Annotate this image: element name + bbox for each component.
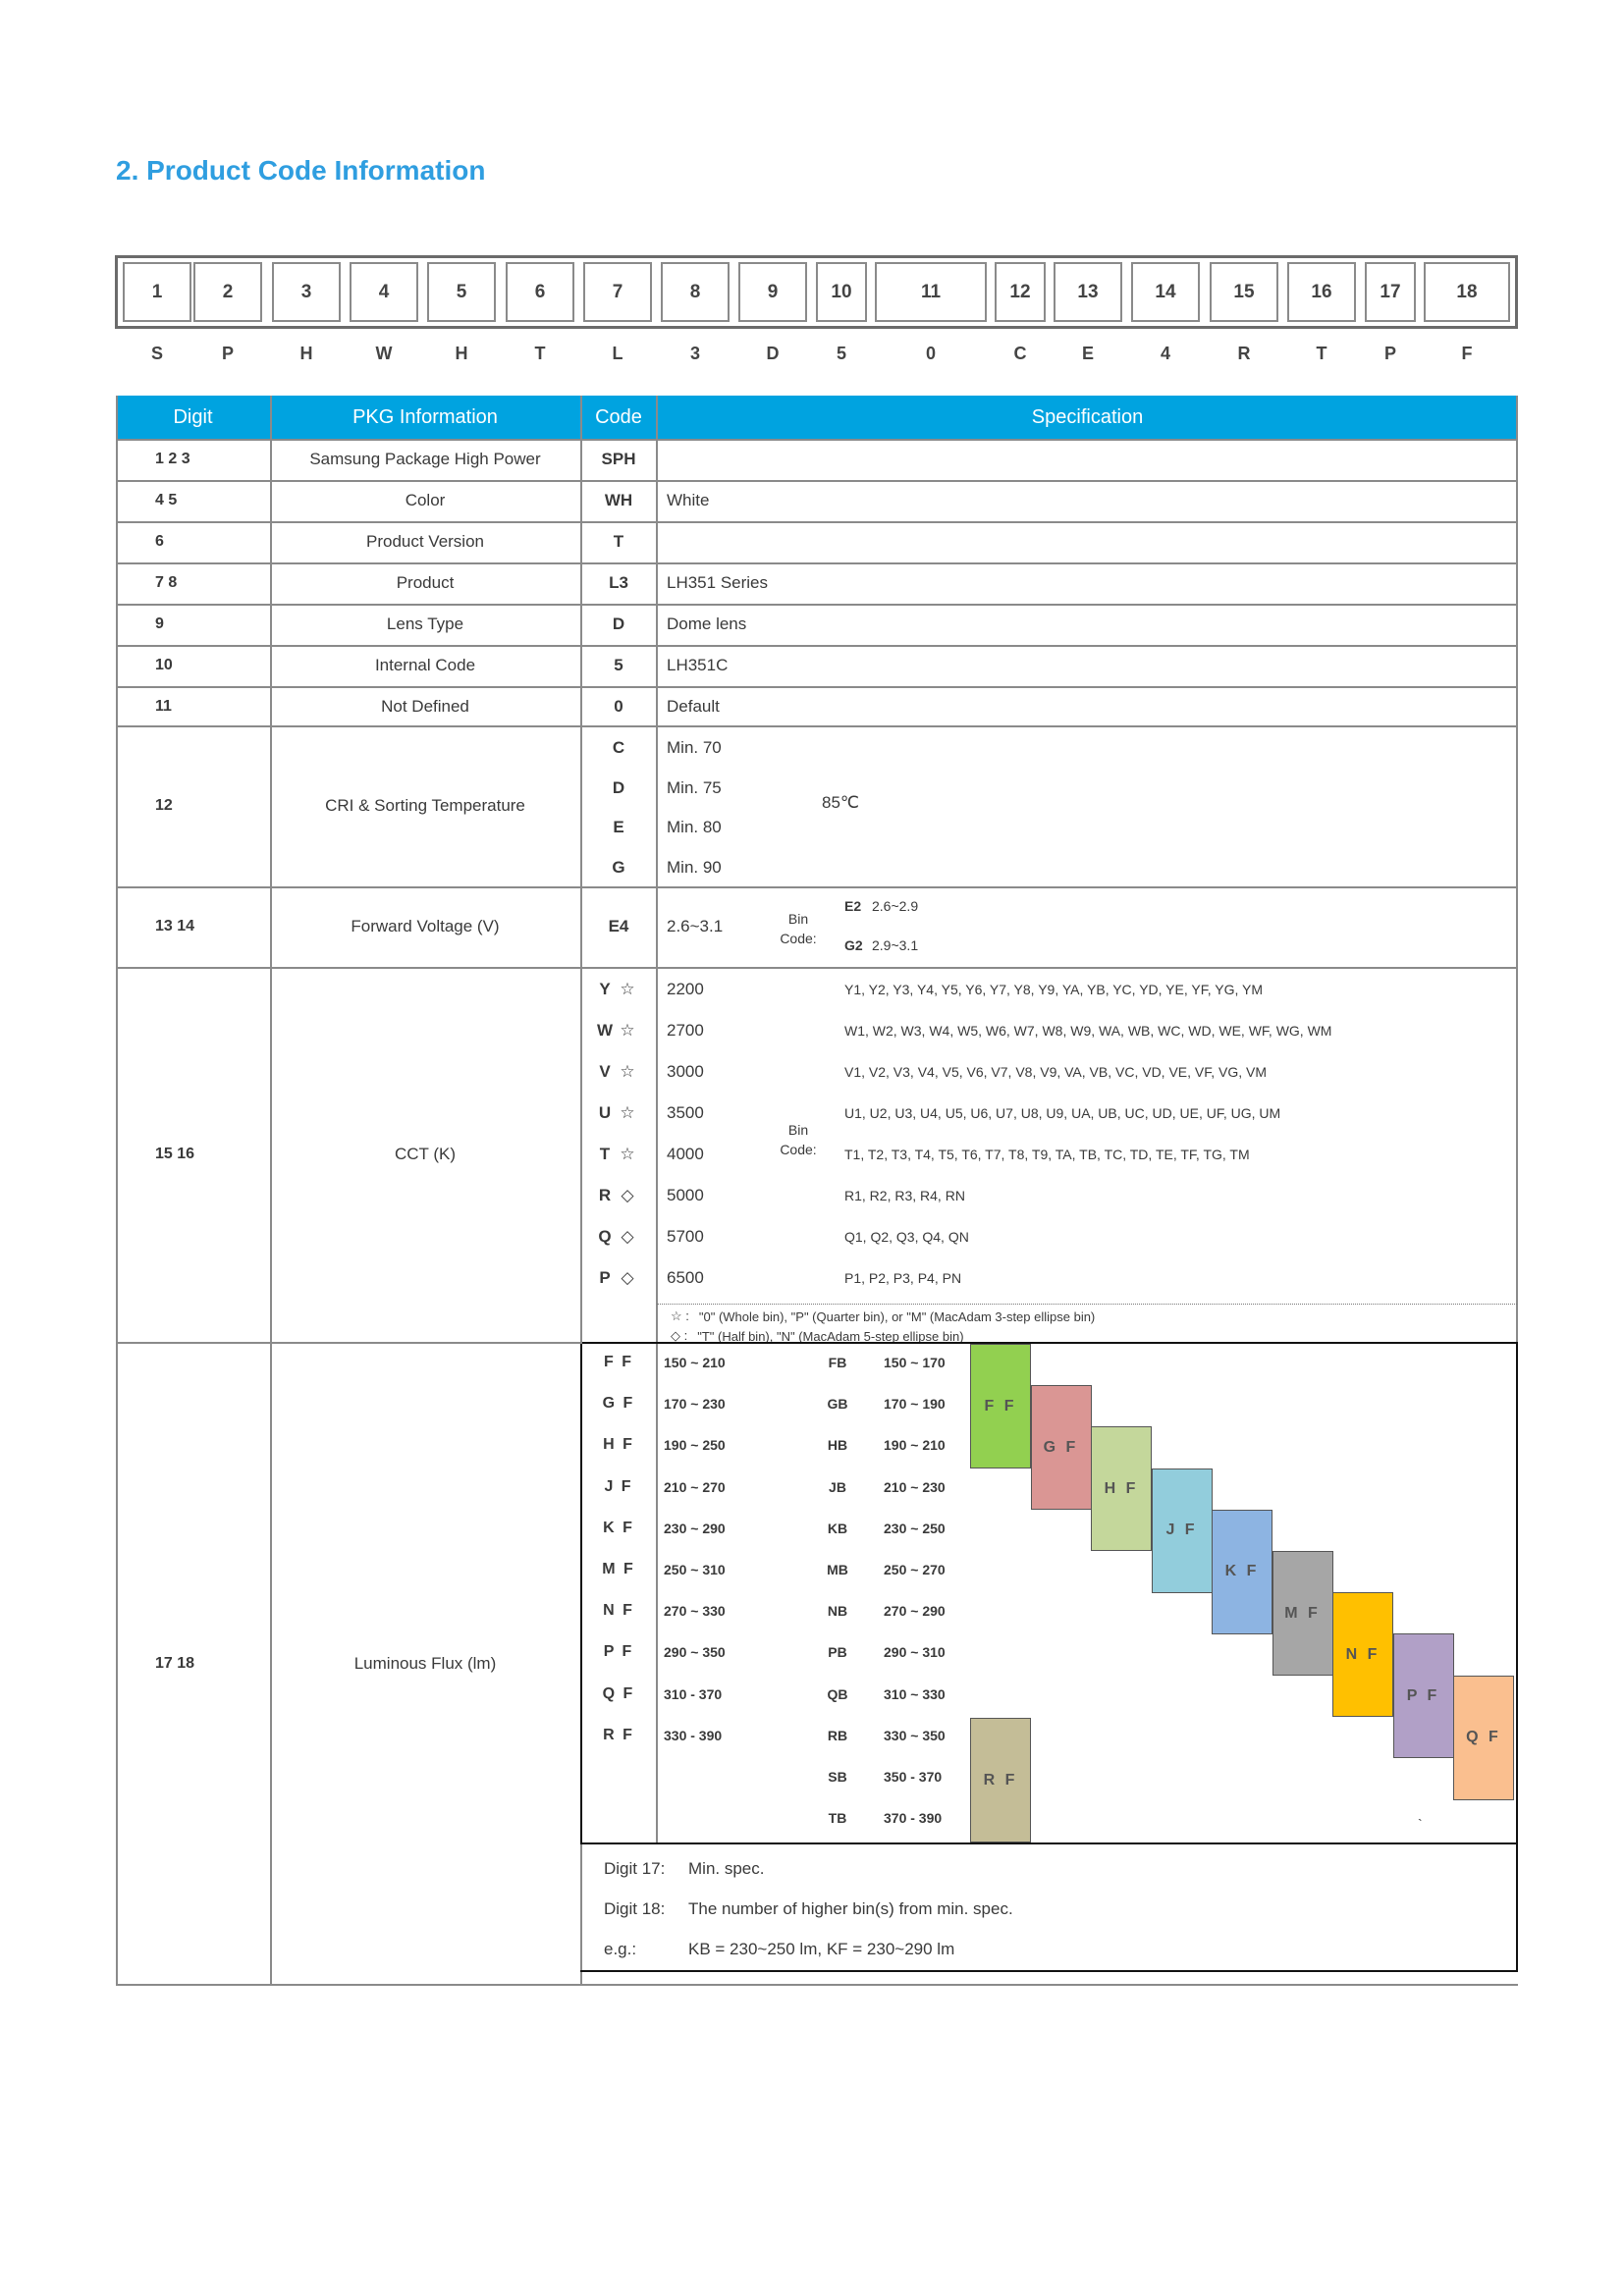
code-letter: H [455, 344, 468, 363]
header-digit: Digit [173, 405, 213, 428]
flux-bin-code: JB [829, 1478, 846, 1495]
digit-box: 11 [875, 262, 987, 322]
row-digit: 10 [155, 657, 173, 673]
flux-bin-code: HB [827, 1437, 848, 1454]
flux-bin-code: SB [828, 1769, 847, 1785]
cct-bin-label: Bin [787, 1122, 809, 1138]
code-letter: F [1461, 344, 1473, 363]
row-spec: Dome lens [667, 614, 747, 633]
flux-code: M F [602, 1561, 635, 1577]
star-icon: ☆ [620, 1145, 635, 1163]
flux-code: K F [603, 1519, 634, 1536]
cct-bin-list: U1, U2, U3, U4, U5, U6, U7, U8, U9, UA, UB, UC, UD, UE, UF, UG, UM [844, 1105, 1281, 1121]
digit-box: 15 [1210, 262, 1278, 322]
cri-code: C [612, 738, 625, 757]
digit-box: 9 [738, 262, 807, 322]
flux-bin-block: J F [1152, 1468, 1213, 1593]
cct-bin-label-2: Code: [780, 1142, 817, 1157]
row-code: L3 [609, 573, 628, 592]
cct-code: P [599, 1268, 611, 1287]
flux-code-range: 150 ~ 210 [664, 1355, 726, 1370]
flux-bin-code: NB [827, 1603, 848, 1620]
row-digit: 6 [155, 533, 164, 550]
row-spec: LH351C [667, 656, 729, 674]
cri-spec: Min. 75 [667, 777, 722, 797]
flux-note-label: Digit 17: [604, 1859, 666, 1878]
code-letter: T [534, 344, 546, 363]
row-code: SPH [601, 450, 636, 468]
row-pkg: Color [405, 491, 446, 509]
flux-bin-range: 310 ~ 330 [884, 1685, 946, 1702]
flux-bin-range: 150 ~ 170 [884, 1355, 946, 1370]
code-letter: 3 [689, 344, 700, 363]
digit-box: 18 [1424, 262, 1510, 322]
cct-value: 6500 [667, 1268, 704, 1287]
cct-value: 4000 [667, 1145, 704, 1163]
cct-digit: 15 16 [155, 1146, 195, 1162]
flux-bin-range: 190 ~ 210 [884, 1437, 946, 1454]
cct-value: 5700 [667, 1227, 704, 1246]
flux-code: R F [603, 1726, 634, 1743]
flux-bin-block: G F [1031, 1385, 1092, 1510]
cct-pkg: CCT (K) [394, 1145, 456, 1163]
product-code-table [116, 396, 1518, 1986]
flux-bin-code: PB [828, 1644, 847, 1661]
header-code: Code [595, 405, 642, 428]
cct-note-1 [671, 1308, 1095, 1325]
row-pkg: Samsung Package High Power [309, 450, 541, 468]
digit-box: 10 [816, 262, 867, 322]
cct-code: V [599, 1062, 611, 1081]
star-icon: ☆ [620, 1021, 635, 1040]
cct-code: W [596, 1021, 614, 1040]
code-letter: L [612, 344, 623, 363]
flux-code-range: 210 ~ 270 [664, 1478, 726, 1495]
flux-code-range: 250 ~ 310 [664, 1562, 726, 1577]
code-letter: P [1383, 344, 1396, 363]
flux-bin-code: TB [828, 1810, 847, 1827]
cri-code: G [612, 857, 625, 877]
star-icon: ☆ [620, 1103, 635, 1122]
page-title: 2. Product Code Information [116, 155, 486, 186]
cct-bin-list: Y1, Y2, Y3, Y4, Y5, Y6, Y7, Y8, Y9, YA, YB, YC, YD, YE, YF, YG, YM [844, 982, 1263, 997]
flux-code: J F [604, 1477, 633, 1495]
code-letter: C [1013, 344, 1027, 363]
digit-box: 12 [995, 262, 1046, 322]
flux-note-text: Min. spec. [688, 1859, 765, 1878]
cct-note-divider [657, 1304, 1517, 1305]
vf-bin-label: Bin [787, 911, 809, 927]
flux-bin-range: 330 ~ 350 [884, 1727, 946, 1743]
vf-bin-code: G2 [844, 937, 863, 953]
flux-code-range: 310 - 370 [664, 1685, 723, 1702]
flux-note-label: e.g.: [604, 1940, 637, 1958]
flux-code: F F [604, 1354, 633, 1370]
cri-code: D [612, 777, 625, 797]
row-code: D [612, 614, 625, 633]
row-digit: 9 [155, 615, 164, 632]
digit-box: 3 [272, 262, 341, 322]
header-spec: Specification [1031, 405, 1144, 428]
cri-spec: Min. 90 [667, 857, 722, 877]
code-letter: E [1081, 344, 1094, 363]
digit-box: 14 [1131, 262, 1200, 322]
flux-bin-range: 370 - 390 [884, 1810, 943, 1827]
cct-code: T [599, 1145, 611, 1163]
row-spec: LH351 Series [667, 573, 769, 592]
cct-code: U [598, 1103, 612, 1122]
flux-code: H F [603, 1436, 634, 1454]
row-pkg: Not Defined [381, 697, 469, 716]
digit-box: 6 [506, 262, 574, 322]
cct-bin-list: V1, V2, V3, V4, V5, V6, V7, V8, V9, VA, VB, VC, VD, VE, VF, VG, VM [844, 1064, 1268, 1080]
flux-note-text: KB = 230~250 lm, KF = 230~290 lm [688, 1940, 955, 1958]
flux-code-range: 290 ~ 350 [664, 1644, 726, 1661]
flux-bin-range: 290 ~ 310 [884, 1644, 946, 1661]
row-pkg: Product Version [365, 532, 484, 551]
flux-bin-code: GB [827, 1396, 848, 1413]
vf-bin-range: 2.6~2.9 [872, 898, 919, 914]
flux-code: Q F [602, 1684, 635, 1702]
row-digit: 1 2 3 [155, 451, 190, 467]
row-digit: 7 8 [155, 574, 178, 591]
row-code: WH [604, 491, 633, 509]
flux-bin-range: 210 ~ 230 [884, 1478, 946, 1495]
vf-bin-label-2: Code: [780, 931, 817, 946]
stray-mark: ` [1418, 1816, 1423, 1832]
digit-box: 1 [123, 262, 191, 322]
cri-code: E [613, 818, 624, 836]
flux-bin-code: KB [827, 1520, 848, 1536]
code-letter: T [1316, 344, 1327, 363]
table-border-bottom [116, 1984, 582, 1986]
digit-box: 8 [661, 262, 730, 322]
row-spec: Default [667, 697, 720, 716]
digit-box: 17 [1365, 262, 1416, 322]
flux-bin-block: M F [1272, 1551, 1333, 1676]
cri-sorting-temp: 85℃ [822, 793, 860, 812]
digit-box: 4 [350, 262, 418, 322]
cct-note-2-text: "T" (Half bin), "N" (MacAdam 5-step ellipse bin) [697, 1328, 964, 1344]
cct-bin-list: T1, T2, T3, T4, T5, T6, T7, T8, T9, TA, TB, TC, TD, TE, TF, TG, TM [844, 1147, 1250, 1162]
diamond-icon: ◇ : [671, 1328, 688, 1343]
flux-bin-block: K F [1212, 1510, 1272, 1634]
row-code: T [613, 532, 624, 551]
flux-bin-block: N F [1332, 1592, 1393, 1717]
cct-bin-list: W1, W2, W3, W4, W5, W6, W7, W8, W9, WA, WB, WC, WD, WE, WF, WG, WM [844, 1023, 1332, 1039]
flux-bin-range: 250 ~ 270 [884, 1562, 946, 1577]
cct-value: 3500 [667, 1103, 704, 1122]
cri-spec: Min. 70 [667, 738, 722, 757]
code-letter: D [766, 344, 780, 363]
flux-code-range: 270 ~ 330 [664, 1603, 726, 1620]
flux-bin-range: 170 ~ 190 [884, 1396, 946, 1413]
flux-bin-range: 270 ~ 290 [884, 1603, 946, 1620]
digit-box: 5 [427, 262, 496, 322]
code-letter: 0 [925, 344, 936, 363]
code-letter: 4 [1160, 344, 1170, 363]
flux-bin-block: Q F [1453, 1676, 1514, 1800]
flux-right-border [1516, 1342, 1518, 1972]
vf-pkg: Forward Voltage (V) [351, 917, 500, 935]
flux-bin-code: MB [827, 1562, 848, 1577]
digit-box: 7 [583, 262, 652, 322]
flux-note-text: The number of higher bin(s) from min. spec. [688, 1899, 1013, 1918]
cct-value: 3000 [667, 1062, 704, 1081]
cct-value: 5000 [667, 1186, 704, 1204]
cct-note-1-text: "0" (Whole bin), "P" (Quarter bin), or "M" (MacAdam 3-step ellipse bin) [698, 1308, 1096, 1324]
flux-code-range: 330 - 390 [664, 1727, 723, 1743]
flux-bin-block: F F [970, 1344, 1031, 1468]
cct-code: R [598, 1186, 612, 1204]
vf-digit: 13 14 [155, 918, 195, 934]
cct-code: Y [599, 980, 611, 998]
diamond-icon: ◇ [621, 1268, 634, 1287]
diamond-icon: ◇ [621, 1227, 634, 1246]
header-pkg: PKG Information [352, 405, 498, 428]
flux-pkg: Luminous Flux (lm) [353, 1654, 497, 1673]
vf-code: E4 [608, 917, 629, 935]
star-icon: ☆ : [671, 1308, 689, 1323]
row-code: 5 [614, 656, 623, 674]
flux-bin-block: P F [1393, 1633, 1454, 1758]
code-letter: 5 [836, 344, 846, 363]
cct-bin-list: P1, P2, P3, P4, PN [844, 1270, 962, 1286]
table-border-left [116, 396, 118, 1986]
cct-code: Q [598, 1227, 612, 1246]
row-digit: 4 5 [155, 492, 178, 508]
flux-bin-code: FB [828, 1355, 847, 1370]
cct-bin-list: Q1, Q2, Q3, Q4, QN [844, 1229, 969, 1245]
vf-spec: 2.6~3.1 [667, 917, 724, 935]
flux-bin-range: 350 - 370 [884, 1769, 943, 1785]
flux-digit: 17 18 [155, 1655, 195, 1672]
row-spec: White [667, 491, 710, 509]
flux-code-range: 190 ~ 250 [664, 1437, 726, 1454]
star-icon: ☆ [620, 1062, 635, 1081]
flux-notes-divider [580, 1842, 1518, 1844]
cri-digit: 12 [155, 797, 173, 814]
code-letter: R [1237, 344, 1251, 363]
digit-box: 13 [1054, 262, 1122, 322]
row-code: 0 [614, 697, 623, 716]
cct-value: 2200 [667, 980, 704, 998]
flux-code: G F [602, 1395, 635, 1413]
code-letter: S [150, 344, 163, 363]
row-pkg: Lens Type [386, 614, 464, 633]
flux-bin-code: QB [827, 1685, 848, 1702]
flux-code-range: 230 ~ 290 [664, 1520, 726, 1536]
row-pkg: Internal Code [374, 656, 476, 674]
flux-bin-range: 230 ~ 250 [884, 1520, 946, 1536]
code-letter: W [375, 344, 393, 363]
code-letter: P [221, 344, 234, 363]
table-border-bottom-right [580, 1984, 1518, 1986]
cct-bin-list: R1, R2, R3, R4, RN [844, 1188, 965, 1203]
flux-bin-block: R F [970, 1718, 1031, 1842]
flux-code: N F [603, 1602, 634, 1620]
vf-bin-range: 2.9~3.1 [872, 937, 919, 953]
flux-code: P F [603, 1643, 634, 1661]
diamond-icon: ◇ [621, 1186, 634, 1204]
code-letter: H [299, 344, 313, 363]
cri-spec: Min. 80 [667, 818, 722, 836]
flux-bin-block: H F [1091, 1426, 1152, 1551]
digit-box: 16 [1287, 262, 1356, 322]
row-digit: 11 [155, 698, 172, 715]
cri-pkg: CRI & Sorting Temperature [325, 796, 525, 815]
row-pkg: Product [396, 573, 455, 592]
cct-value: 2700 [667, 1021, 704, 1040]
flux-note-label: Digit 18: [604, 1899, 666, 1918]
flux-notes-bottom [580, 1970, 1518, 1972]
flux-bin-code: RB [827, 1727, 848, 1743]
star-icon: ☆ [620, 980, 635, 998]
digit-box: 2 [193, 262, 262, 322]
vf-bin-code: E2 [844, 898, 862, 914]
flux-code-range: 170 ~ 230 [664, 1396, 726, 1413]
